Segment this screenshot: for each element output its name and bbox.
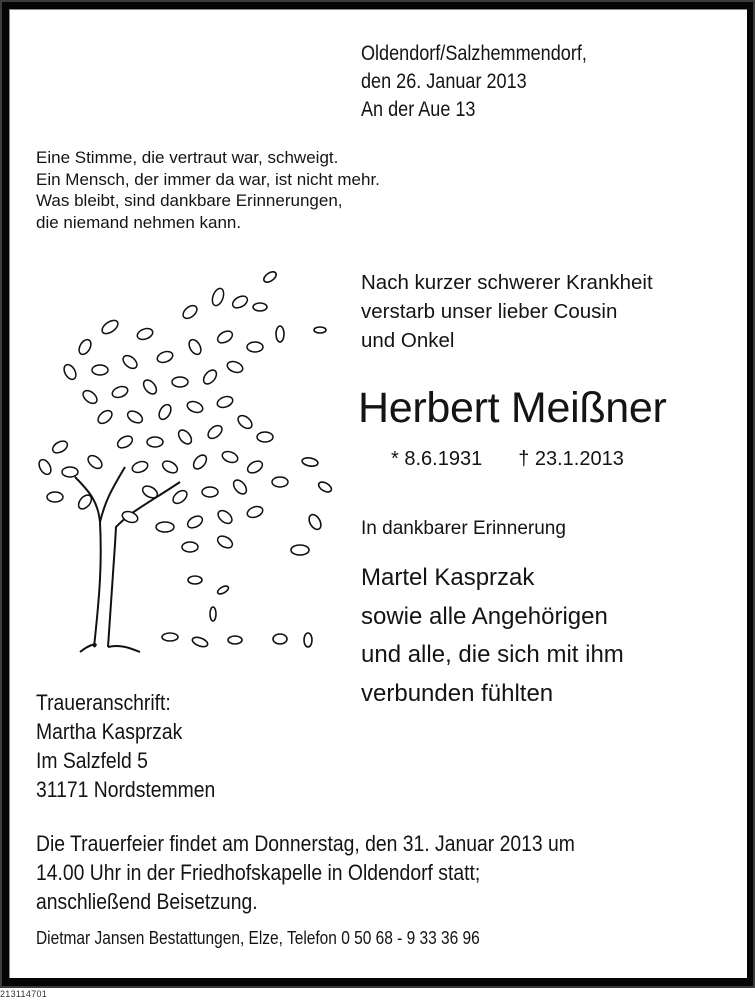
undertaker-info: Dietmar Jansen Bestattungen, Elze, Telefon 0 50 68 - 9 33 36 96 (36, 928, 480, 948)
windblown-tree-icon (30, 262, 340, 662)
poem-line: Ein Mensch, der immer da war, ist nicht mehr. (36, 169, 380, 189)
funeral-service-info (36, 829, 575, 916)
mourner-line: verbunden fühlten (361, 679, 554, 707)
death-announcement (361, 268, 653, 355)
deceased-name: Herbert Meißner (358, 384, 667, 432)
service-line: 14.00 Uhr in der Friedhofskapelle in Oldendorf statt; (36, 860, 481, 885)
poem-block (36, 147, 380, 233)
mourner-line: Martel Kasprzak (361, 564, 535, 591)
street-line: An der Aue 13 (361, 98, 476, 121)
mourner-line: sowie alle Angehörigen (361, 602, 608, 630)
remembrance-line: In dankbarer Erinnerung (361, 518, 566, 539)
announcement-line: und Onkel (361, 329, 455, 352)
date-line: den 26. Januar 2013 (361, 70, 527, 93)
address-heading: Traueranschrift: (36, 690, 171, 715)
mourners-block (361, 559, 624, 713)
announcement-line: Nach kurzer schwerer Krankheit (361, 271, 653, 294)
life-dates (391, 446, 624, 472)
announcement-line: verstarb unser lieber Cousin (361, 300, 618, 323)
mourner-line: und alle, die sich mit ihm (361, 641, 624, 668)
service-line: Die Trauerfeier findet am Donnerstag, den 31. Januar 2013 um (36, 831, 575, 856)
poem-line: die niemand nehmen kann. (36, 212, 242, 232)
address-city: 31171 Nordstemmen (36, 777, 216, 802)
poem-line: Eine Stimme, die vertraut war, schweigt. (36, 148, 339, 167)
mourning-address (36, 688, 215, 804)
poem-line: Was bleibt, sind dankbare Erinnerungen, (36, 191, 343, 210)
place-line: Oldendorf/Salzhemmendorf, (361, 42, 587, 65)
birth-date: * 8.6.1931 (391, 448, 483, 470)
service-line: anschließend Beisetzung. (36, 889, 258, 914)
address-name: Martha Kasprzak (36, 719, 183, 744)
ad-code: 213114701 (0, 989, 48, 999)
address-street: Im Salzfeld 5 (36, 748, 148, 773)
place-date-block (361, 40, 587, 124)
death-date: † 23.1.2013 (518, 448, 624, 470)
